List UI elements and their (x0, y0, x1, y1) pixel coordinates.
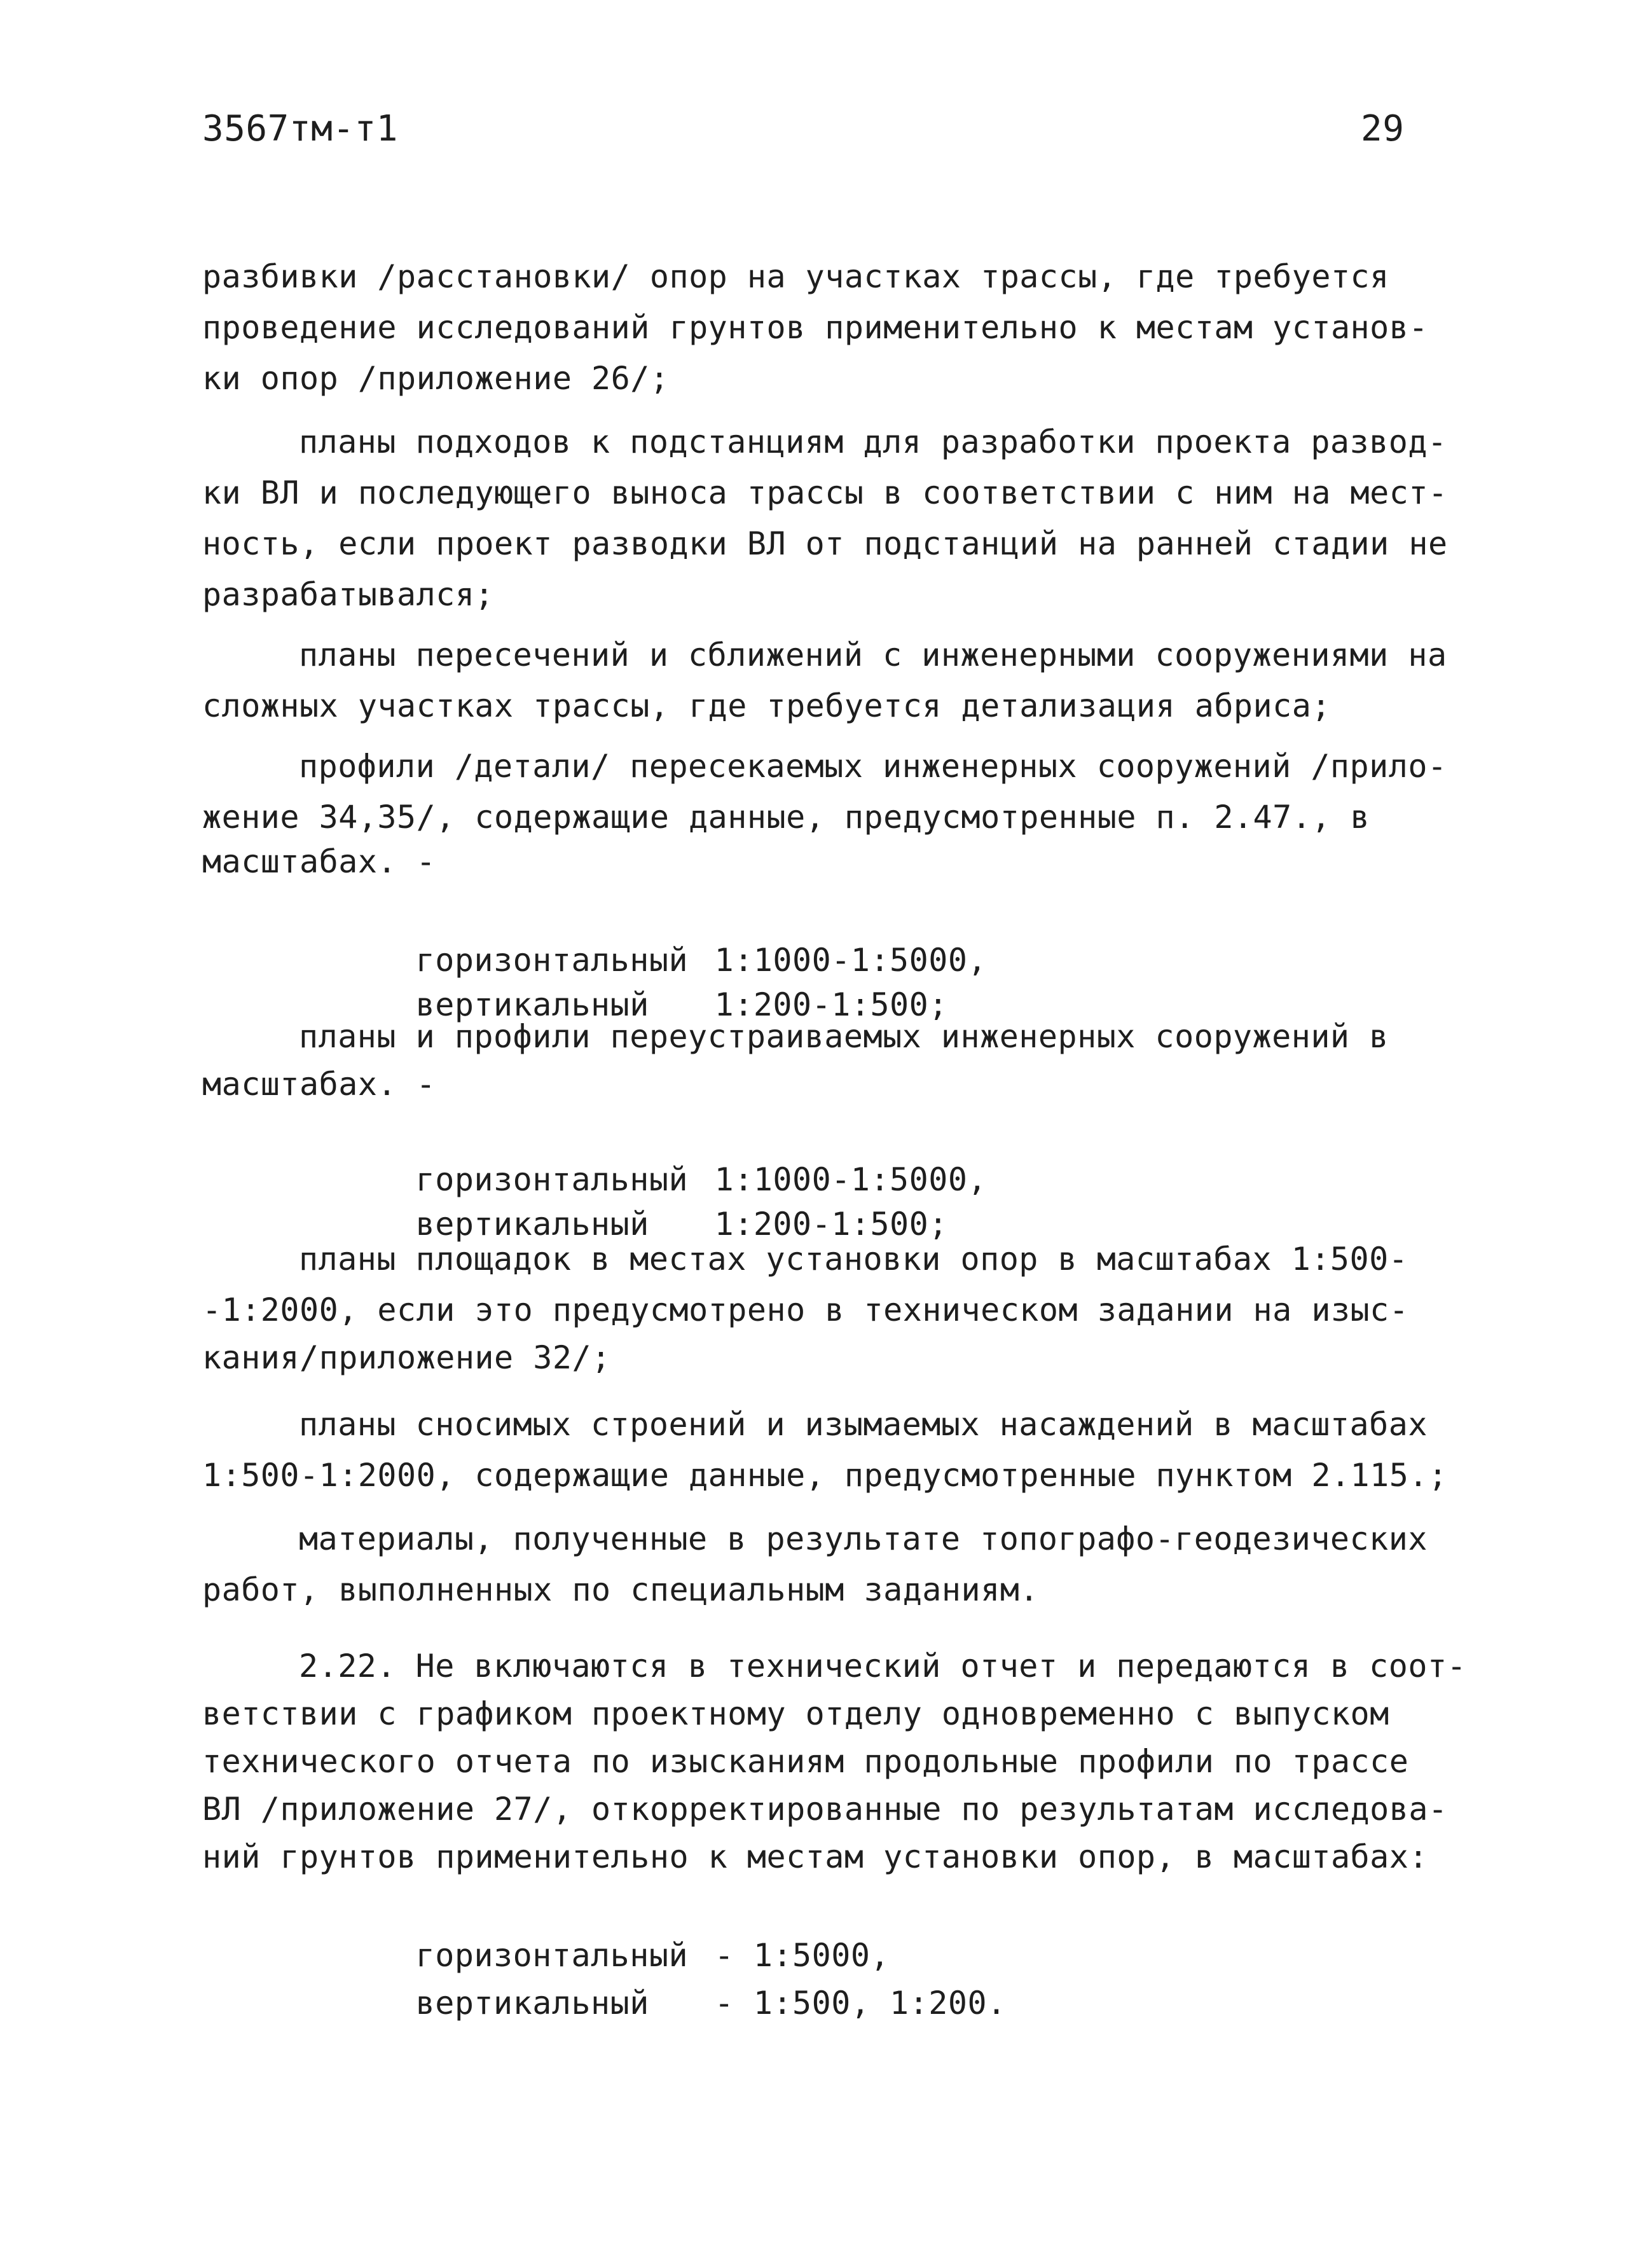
text-line: масштабах. - (202, 843, 436, 880)
text-line: проведение исследований грунтов применительно к местам установ- (202, 309, 1428, 346)
scale-value: 1:1000-1:5000, (714, 1161, 988, 1198)
page-number: 29 (1361, 108, 1405, 149)
scale-label: горизонтальный (415, 1937, 689, 1974)
text-line: разбивки /расстановки/ опор на участках трассы, где требуется (202, 258, 1389, 295)
scale-label: вертикальный (415, 1985, 649, 2022)
text-line: ки ВЛ и последующего выноса трассы в соответствии с ним на мест- (202, 474, 1448, 511)
scale-value: - 1:5000, (714, 1937, 890, 1974)
scale-label: вертикальный (415, 1206, 649, 1243)
document-code: 3567тм-т1 (202, 108, 398, 149)
text-line: планы площадок в местах установки опор в масштабах 1:500- (299, 1241, 1408, 1278)
text-line: -1:2000, если это предусмотрено в техническом задании на изыс- (202, 1292, 1409, 1328)
scale-label: горизонтальный (415, 942, 689, 979)
text-line: 1:500-1:2000, содержащие данные, предусмотренные пунктом 2.115.; (202, 1457, 1448, 1494)
text-line: планы сносимых строений и изымаемых насаждений в масштабах (299, 1406, 1428, 1443)
text-line: планы пересечений и сближений с инженерными сооружениями на (299, 637, 1447, 673)
scale-value: - 1:500, 1:200. (714, 1985, 1007, 2022)
text-line: планы и профили переустраиваемых инженерных сооружений в (299, 1018, 1389, 1055)
scale-label: вертикальный (415, 986, 649, 1023)
text-line: ки опор /приложение 26/; (202, 360, 670, 397)
text-line: ность, если проект разводки ВЛ от подстанций на ранней стадии не (202, 525, 1448, 562)
scale-value: 1:200-1:500; (714, 986, 948, 1023)
text-line: жение 34,35/, содержащие данные, предусмотренные п. 2.47., в (202, 799, 1370, 836)
text-line: ний грунтов применительно к местам установки опор, в масштабах: (202, 1838, 1428, 1875)
text-line: масштабах. - (202, 1066, 436, 1103)
text-line: ВЛ /приложение 27/, откорректированные по результатам исследова- (202, 1791, 1448, 1828)
scale-value: 1:1000-1:5000, (714, 942, 988, 979)
text-line: профили /детали/ пересекаемых инженерных сооружений /прило- (299, 748, 1447, 785)
text-line: технического отчета по изысканиям продольные профили по трассе (202, 1743, 1409, 1780)
scale-line (299, 1955, 1007, 2051)
text-line: сложных участках трассы, где требуется детализация абриса; (202, 687, 1331, 724)
text-line: 2.22. Не включаются в технический отчет и передаются в соот- (299, 1648, 1467, 1685)
scale-label: горизонтальный (415, 1161, 689, 1198)
text-line: кания/приложение 32/; (202, 1339, 611, 1376)
text-line: планы подходов к подстанциям для разработки проекта развод- (299, 424, 1447, 460)
text-line: разрабатывался; (202, 576, 495, 613)
text-line: ветствии с графиком проектному отделу одновременно с выпуском (202, 1695, 1389, 1732)
text-line: работ, выполненных по специальным заданиям. (202, 1571, 1039, 1608)
scale-value: 1:200-1:500; (714, 1206, 948, 1243)
text-line: материалы, полученные в результате топографо-геодезических (299, 1520, 1428, 1557)
